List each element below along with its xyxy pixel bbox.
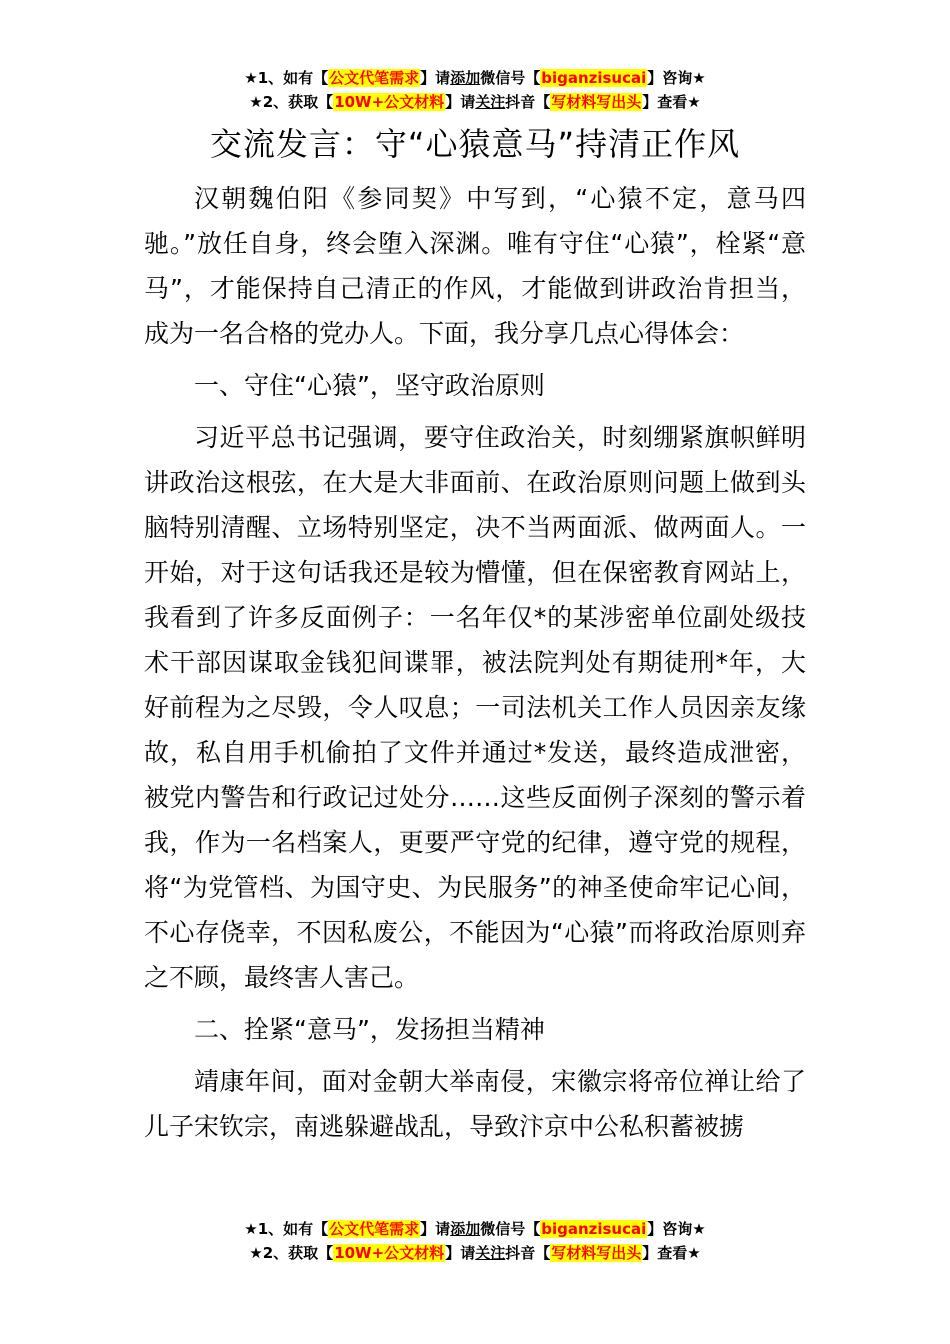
section-1-heading: 一、守住“心猿”，坚守政治原则: [194, 371, 545, 400]
banner-text: 微信号【: [480, 69, 541, 87]
banner-text: 微信号【: [480, 1220, 541, 1238]
section-1-paragraph: 习近平总书记强调，要守住政治关，时刻绷紧旗帜鲜明讲政治这根弦，在大是大非面前、在政治原则问题上做到头脑特别清醒、立场特别坚定，决不当两面派、做两面人。一开始，对于这句话我还是较为懵懂，但在保密教育网站上，我看到了许多反面例子：一名年仅*的某涉密单位副处级技术干部因谋取金钱犯间谍罪，被法院判处有期徒刑*年，大好前程为之尽毁，令人叹息；一司法机关工作人员因亲友缘故，私自用手机偷拍了文件并通过*发送，最终造成泄密，被党内警告和行政记过处分……这些反面例子深刻的警示着我，作为一名档案人，更要严守党的纪律，遵守党的规程，将“为党管档、为国守史、为民服务”的神圣使命牢记心间，不心存侥幸，不因私废公，不能因为“心猿”而将政治原则弃之不顾，最终害人害己。: [144, 423, 806, 992]
banner-highlight: 10W+公文材料: [334, 93, 445, 111]
banner-text: 】咨询★: [647, 69, 706, 87]
banner-highlight: 公文代笔需求: [329, 1220, 420, 1238]
banner-text: 】请: [420, 69, 451, 87]
header-banner: [0, 66, 950, 114]
banner-highlight: 写材料写出头: [551, 1244, 642, 1262]
banner-highlight: 公文代笔需求: [329, 69, 420, 87]
banner-text: 】请: [445, 93, 476, 111]
banner-text: ★2、获取【: [249, 93, 334, 111]
intro-paragraph: 汉朝魏伯阳《参同契》中写到，“心猿不定，意马四驰。”放任自身，终会堕入深渊。唯有守住“心猿”，栓紧“意马”，才能保持自己清正的作风，才能做到讲政治肯担当，成为一名合格的党办人。下面，我分享几点心得体会：: [144, 184, 806, 348]
banner-underline: 关注: [475, 1244, 506, 1262]
banner-line-2: [0, 1241, 950, 1265]
banner-underline: 添加: [450, 69, 481, 87]
banner-text: ★1、如有【: [244, 1220, 329, 1238]
document-title: 交流发言：守“心猿意马”持清正作风: [209, 125, 741, 163]
banner-highlight: 写材料写出头: [551, 93, 642, 111]
banner-text: ★1、如有【: [244, 69, 329, 87]
banner-text: 】咨询★: [647, 1220, 706, 1238]
banner-line-1: [0, 1217, 950, 1241]
banner-text: 】请: [445, 1244, 476, 1262]
banner-text: 抖音【: [505, 93, 551, 111]
banner-line-1: [0, 66, 950, 90]
banner-highlight: biganzisucai: [541, 1220, 647, 1238]
banner-underline: 关注: [475, 93, 506, 111]
banner-underline: 添加: [450, 1220, 481, 1238]
banner-highlight: 10W+公文材料: [334, 1244, 445, 1262]
banner-text: ★2、获取【: [249, 1244, 334, 1262]
banner-line-2: [0, 90, 950, 114]
document-body: [144, 176, 806, 1149]
banner-highlight: biganzisucai: [541, 69, 647, 87]
banner-text: 】查看★: [642, 93, 701, 111]
banner-text: 】请: [420, 1220, 451, 1238]
banner-text: 】查看★: [642, 1244, 701, 1262]
footer-banner: [0, 1217, 950, 1265]
banner-text: 抖音【: [505, 1244, 551, 1262]
section-2-heading: 二、拴紧“意马”，发扬担当精神: [194, 1015, 545, 1044]
section-2-paragraph: 靖康年间，面对金朝大举南侵，宋徽宗将帝位禅让给了儿子宋钦宗，南逃躲避战乱，导致汴京中公私积蓄被掳: [144, 1067, 806, 1141]
